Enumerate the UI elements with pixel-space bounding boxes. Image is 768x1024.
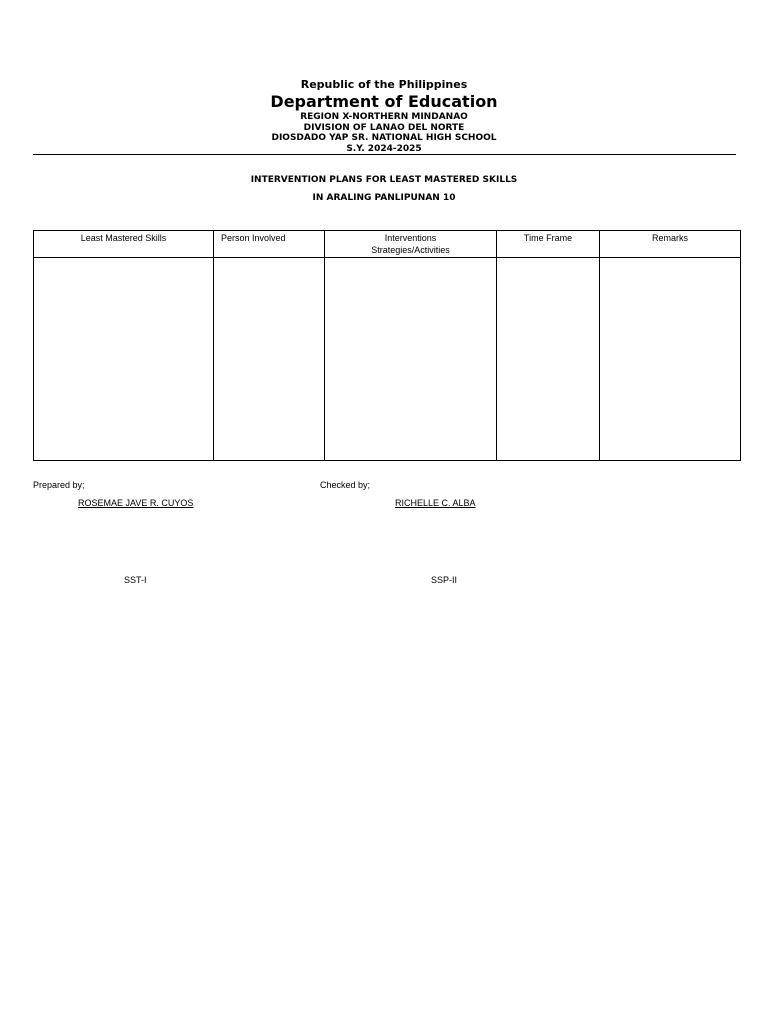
- column-header-interventions: Interventions Strategies/Activities: [325, 231, 497, 258]
- checked-by-position: SSP-II: [431, 575, 458, 585]
- intervention-table: [33, 230, 741, 461]
- column-header-least-mastered-skills: Least Mastered Skills: [34, 231, 214, 258]
- republic-heading: Republic of the Philippines: [300, 78, 468, 91]
- prepared-by-position: SST-I: [124, 575, 147, 585]
- plan-subject: IN ARALING PANLIPUNAN 10: [312, 193, 456, 203]
- department-heading: Department of Education: [270, 92, 498, 111]
- plan-title: INTERVENTION PLANS FOR LEAST MASTERED SKILLS: [250, 175, 518, 185]
- school-line: DIOSDADO YAP SR. NATIONAL HIGH SCHOOL: [271, 133, 497, 144]
- column-header-remarks: Remarks: [600, 231, 741, 258]
- cell-person-involved[interactable]: [214, 258, 325, 461]
- prepared-by-label: Prepared by;: [33, 480, 85, 490]
- document-header: [0, 78, 768, 155]
- table-row: [34, 258, 741, 461]
- cell-time-frame[interactable]: [497, 258, 600, 461]
- school-year-line: S.Y. 2024-2025: [346, 144, 422, 155]
- cell-remarks[interactable]: [600, 258, 741, 461]
- division-line: DIVISION OF LANAO DEL NORTE: [303, 122, 465, 133]
- header-divider: [33, 154, 736, 155]
- column-header-person-involved: Person Involved: [214, 231, 325, 258]
- region-line: REGION X-NORTHERN MINDANAO: [300, 112, 468, 122]
- prepared-by-name: ROSEMAE JAVE R. CUYOS: [78, 498, 194, 508]
- table-header-row: [34, 231, 741, 258]
- cell-interventions[interactable]: [325, 258, 497, 461]
- cell-least-mastered-skills[interactable]: [34, 258, 214, 461]
- checked-by-label: Checked by;: [320, 480, 371, 490]
- checked-by-name: RICHELLE C. ALBA: [395, 498, 476, 508]
- column-header-time-frame: Time Frame: [497, 231, 600, 258]
